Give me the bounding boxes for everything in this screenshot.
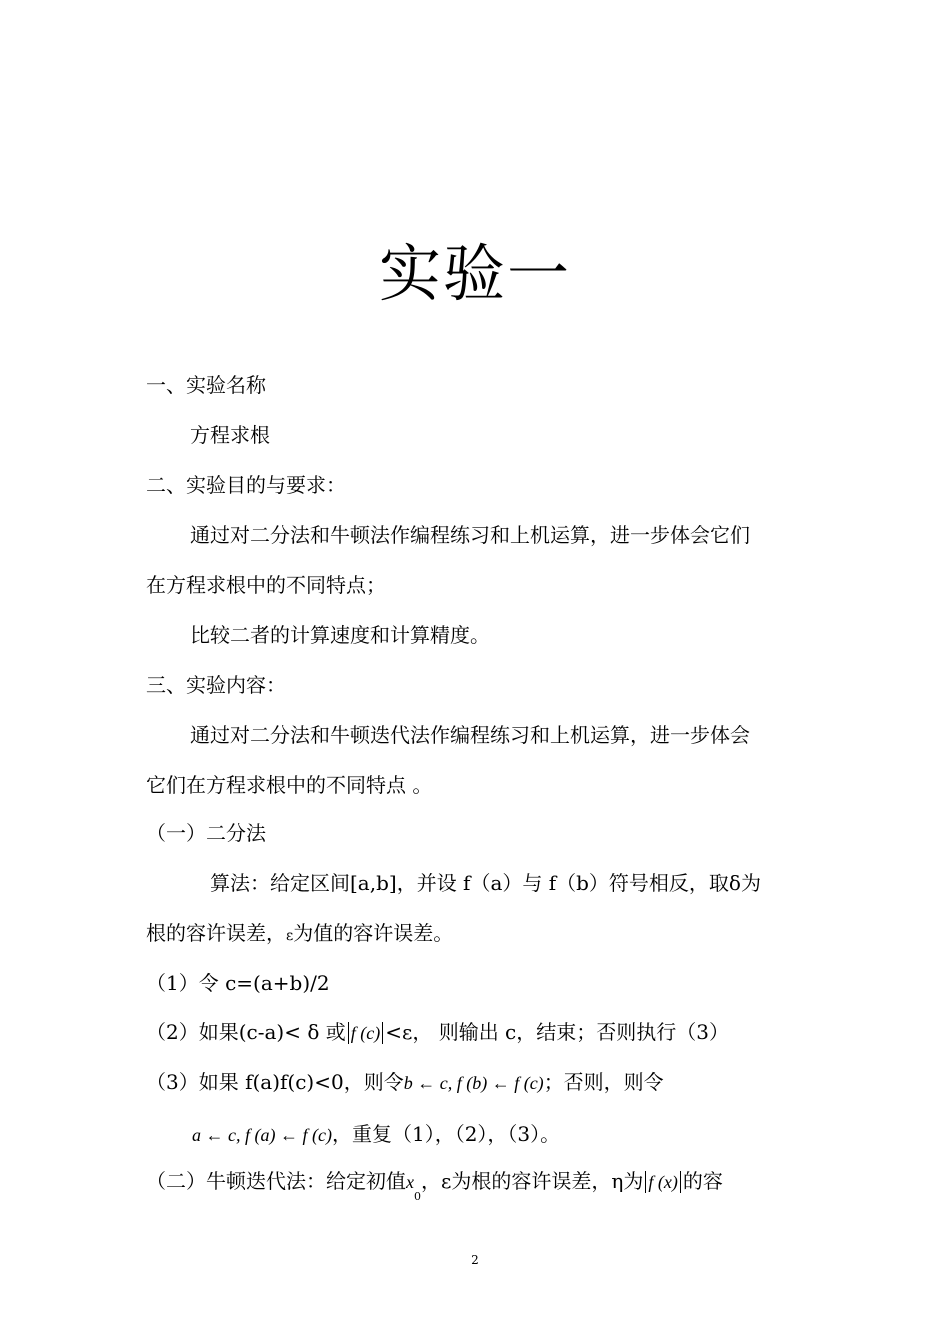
bisection-step-3 [146,1068,664,1097]
bisection-algorithm-line-2 [146,919,453,950]
bisection-heading: （一）二分法 [146,821,266,845]
newton-text-a: （二）牛顿迭代法：给定初值 [146,1169,406,1193]
bisection-step-2 [146,1018,729,1046]
section-2-paragraph-2: 比较二者的计算速度和计算精度。 [190,623,490,647]
bisection-step-1: （1）令 c=(a+b)/2 [146,971,330,995]
section-3-paragraph-line-1: 通过对二分法和牛顿迭代法作编程练习和上机运算，进一步体会 [190,723,750,747]
step3-text-a: （3）如果 f(a)f(c)<0，则令 [146,1070,404,1094]
newton-heading-line [146,1167,723,1211]
abs-f-c: f (c) [348,1022,383,1044]
bisection-step-3-continued [192,1120,560,1149]
abs-f-x: f (x) [645,1171,680,1193]
step3-text-b: ；否则，则令 [543,1070,664,1094]
algo-text-2: 为值的容许误差。 [293,921,454,945]
step2-text-a: （2）如果(c-a)< δ 或 [146,1020,346,1044]
section-3-heading: 三、实验内容： [146,673,286,697]
section-3-paragraph-line-2: 它们在方程求根中的不同特点 。 [146,773,433,797]
step3-math-assign-a: a ← c, f (a) ← f (c) [192,1125,332,1145]
newton-text-c: 的容 [682,1169,723,1193]
step2-text-b: <ε， 则输出 c，结束；否则执行（3） [385,1020,729,1044]
section-1-heading: 一、实验名称 [146,373,266,397]
section-2-paragraph-1-line-1: 通过对二分法和牛顿法作编程练习和上机运算，进一步体会它们 [190,523,750,547]
page-number: 2 [471,1253,479,1267]
section-2-heading: 二、实验目的与要求： [146,473,346,497]
step3-text-c: ，重复（1），（2），（3）。 [331,1122,561,1146]
step3-math-assign-b: b ← c, f (b) ← f (c) [403,1073,544,1093]
epsilon-symbol: ε [286,928,294,944]
page-title: 实验一 [378,237,571,310]
initial-value-x: x [406,1172,414,1192]
bisection-algorithm-line-1: 算法：给定区间[a,b]，并设 f（a）与 f（b）符号相反，取δ为 [210,871,761,895]
section-2-paragraph-1-line-2: 在方程求根中的不同特点； [146,573,386,597]
section-1-body: 方程求根 [190,423,270,447]
newton-text-b: ，ε为根的容许误差，η为 [421,1169,644,1193]
initial-value-subscript: 0 [414,1190,421,1203]
algo-text-1: 根的容许误差， [146,921,286,945]
